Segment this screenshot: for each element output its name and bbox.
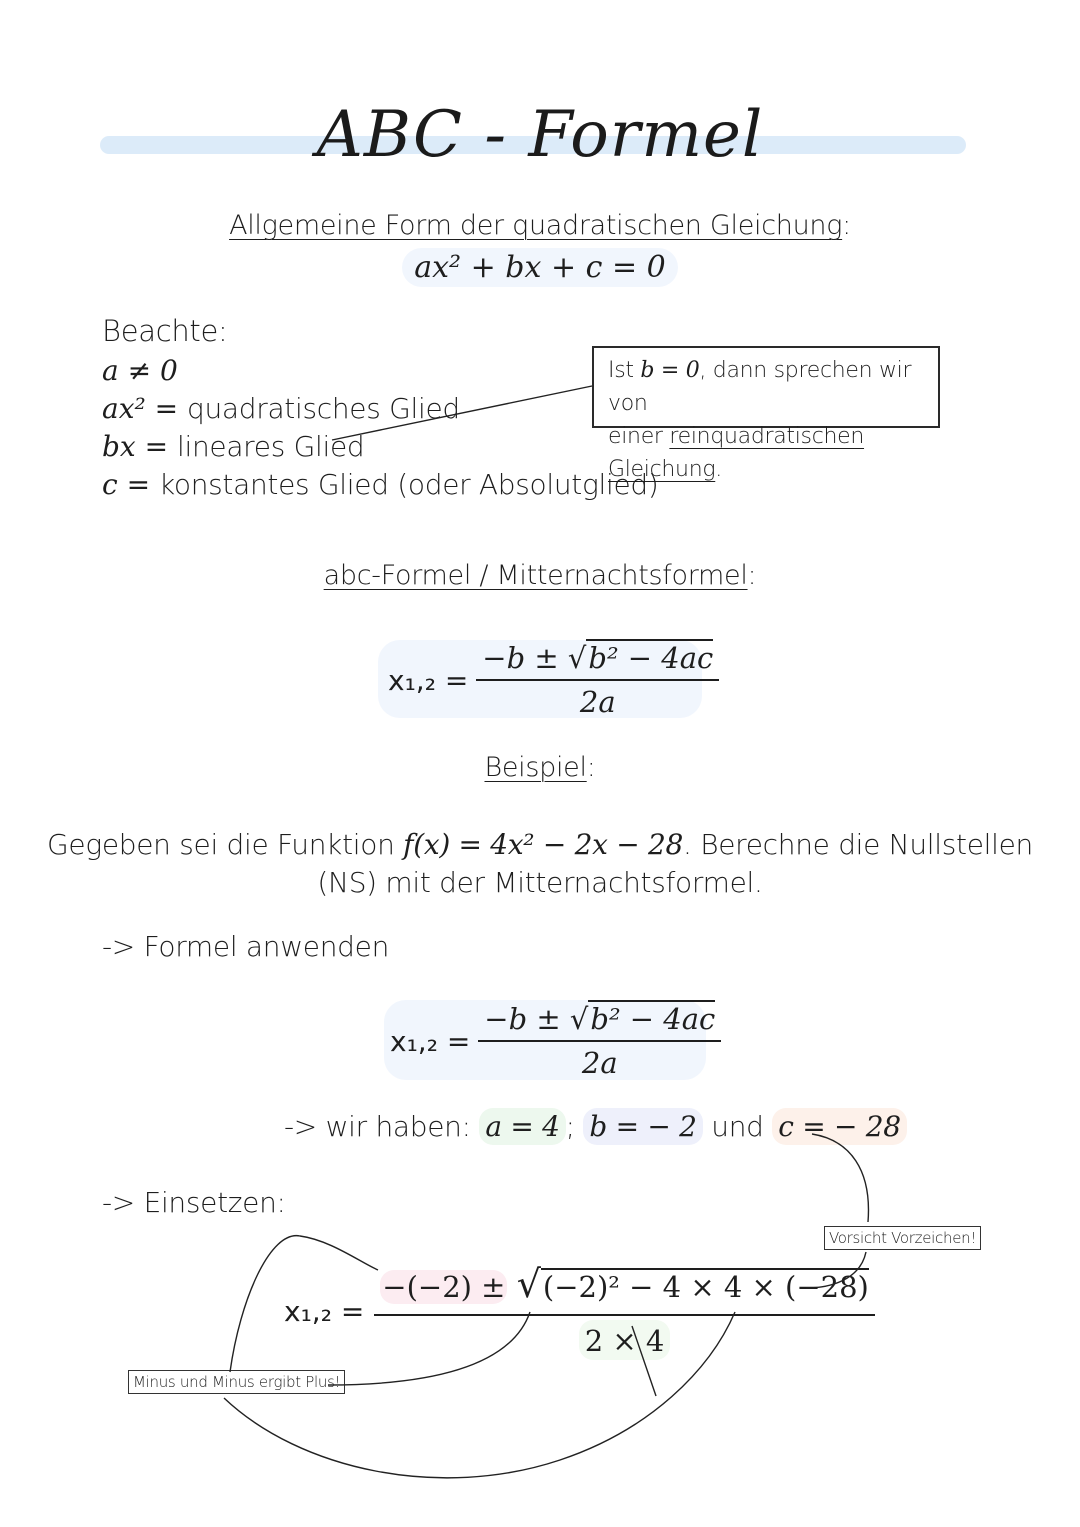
general-form-equation: ax² + bx + c = 0 [402, 248, 677, 287]
note-text: , dann sprechen wir von [608, 358, 912, 416]
formula-heading: abc-Formel / Mitternachtsformel: [323, 560, 757, 591]
substituted-numerator-pre: −(−2) ± [382, 1270, 506, 1304]
annotation-vorzeichen: Vorsicht Vorzeichen! [824, 1226, 981, 1250]
minus-connector-bottom [224, 1312, 735, 1478]
formula-heading-text: abc-Formel / Mitternachtsformel [323, 560, 748, 591]
substituted-radicand: (−2)² − 4 × 4 × (−28) [542, 1270, 869, 1304]
formula-denominator: 2a [579, 685, 616, 719]
value-b: b = − 2 [583, 1108, 702, 1145]
beachte-heading: Beachte: [102, 314, 228, 348]
inner-connector [632, 1326, 656, 1396]
note-text: einer [608, 424, 663, 449]
values-sep: ; [565, 1110, 575, 1143]
values-pre: -> wir haben: [284, 1110, 471, 1143]
example-heading: Beispiel: [484, 752, 596, 783]
note-math: b = 0 [640, 358, 700, 383]
formula-2-numerator-pre: −b ± [484, 1002, 561, 1036]
vorzeichen-connector-top [812, 1134, 868, 1222]
beachte-text: lineares Glied [176, 430, 365, 463]
value-a: a = 4 [479, 1108, 565, 1145]
formula-numerator-pre: −b ± [482, 641, 559, 675]
annotation-minus-plus: Minus und Minus ergibt Plus! [128, 1370, 345, 1394]
beachte-math: c = [102, 468, 151, 501]
formula-lhs: x₁,₂ = [388, 663, 469, 697]
substituted-denominator: 2 × 4 [579, 1320, 671, 1360]
sqrt-sign: √ [569, 1002, 589, 1036]
formula-2-lhs: x₁,₂ = [390, 1024, 471, 1058]
vorzeichen-connector-bottom [806, 1252, 866, 1288]
note-term: reinquadratischen Gleichung [608, 424, 865, 482]
note-text: . [715, 457, 722, 482]
formula-radicand: b² − 4ac [588, 641, 714, 675]
example-line-2: (NS) mit der Mitternachtsformel. [317, 866, 763, 899]
general-form-heading-text: Allgemeine Form der quadratischen Gleichung [229, 210, 843, 241]
value-c: c = − 28 [772, 1108, 907, 1145]
note-connector [332, 386, 592, 440]
minus-connector-top [230, 1236, 378, 1372]
formula-2-denominator: 2a [581, 1046, 618, 1080]
note-text: Ist [608, 358, 634, 383]
formula-2-radicand: b² − 4ac [590, 1002, 716, 1036]
beachte-math: bx = [102, 430, 169, 463]
beachte-math: ax² = [102, 392, 179, 425]
beachte-math: a ≠ 0 [102, 354, 178, 387]
minus-connector-right [328, 1312, 530, 1385]
step-einsetzen: -> Einsetzen: [102, 1186, 286, 1219]
example-text-pre: Gegeben sei die Funktion [47, 828, 395, 861]
example-text-post: . Berechne die Nullstellen [683, 828, 1033, 861]
values-and: und [711, 1110, 764, 1143]
sqrt-sign: √ [567, 641, 587, 675]
example-function: f(x) = 4x² − 2x − 28 [403, 828, 683, 861]
beachte-text: konstantes Glied (oder Absolutglied) [158, 468, 659, 501]
example-heading-text: Beispiel [484, 752, 587, 783]
step-formula-anwenden: -> Formel anwenden [102, 930, 390, 963]
sqrt-sign: √ [516, 1262, 541, 1306]
general-form-heading: Allgemeine Form der quadratischen Gleichung: [229, 210, 851, 241]
beachte-text: quadratisches Glied [186, 392, 460, 425]
page-title: ABC - Formel [316, 98, 764, 172]
substituted-lhs: x₁,₂ = [284, 1294, 365, 1328]
